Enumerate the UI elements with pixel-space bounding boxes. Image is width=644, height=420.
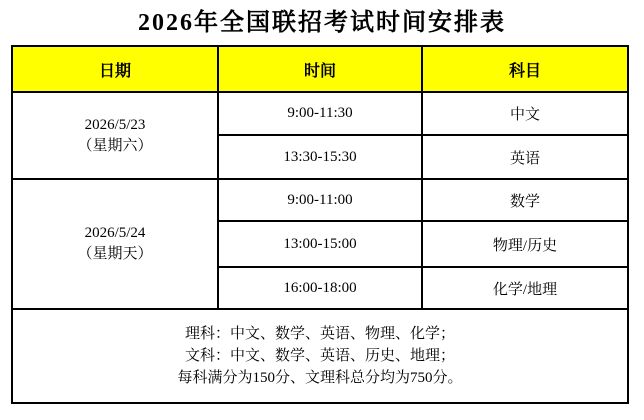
date-cell-group1 (12, 92, 218, 179)
date-cell-group2 (12, 179, 218, 309)
time-cell: 13:30-15:30 (218, 135, 422, 179)
subject-cell: 物理/历史 (422, 221, 628, 267)
time-cell: 16:00-18:00 (218, 267, 422, 309)
notes-row (12, 309, 628, 403)
header-cell-date: 日期 (12, 46, 218, 92)
subject-cell: 英语 (422, 135, 628, 179)
exam-schedule-table (11, 45, 629, 404)
note-line-science: 理科：中文、数学、英语、物理、化学； (184, 326, 455, 342)
date-line2: （星期天） (77, 246, 153, 262)
note-line-scores: 每科满分为150分、文理科总分均为750分。 (177, 370, 463, 386)
header-cell-time: 时间 (218, 46, 422, 92)
time-cell: 9:00-11:30 (218, 92, 422, 135)
time-cell: 9:00-11:00 (218, 179, 422, 221)
header-row (12, 46, 628, 92)
subject-cell: 数学 (422, 179, 628, 221)
subject-cell: 化学/地理 (422, 267, 628, 309)
date-line1: 2026/5/23 (84, 116, 146, 133)
table-row (12, 92, 628, 135)
page-title: 2026年全国联招考试时间安排表 (138, 10, 506, 36)
note-line-liberal-arts: 文科：中文、数学、英语、历史、地理； (184, 348, 455, 364)
time-cell: 13:00-15:00 (218, 221, 422, 267)
date-line2: （星期六） (77, 137, 153, 154)
notes-cell (12, 309, 628, 403)
table-row (12, 179, 628, 221)
header-cell-subject: 科目 (422, 46, 628, 92)
subject-cell: 中文 (422, 92, 628, 135)
date-line1: 2026/5/24 (84, 225, 146, 241)
